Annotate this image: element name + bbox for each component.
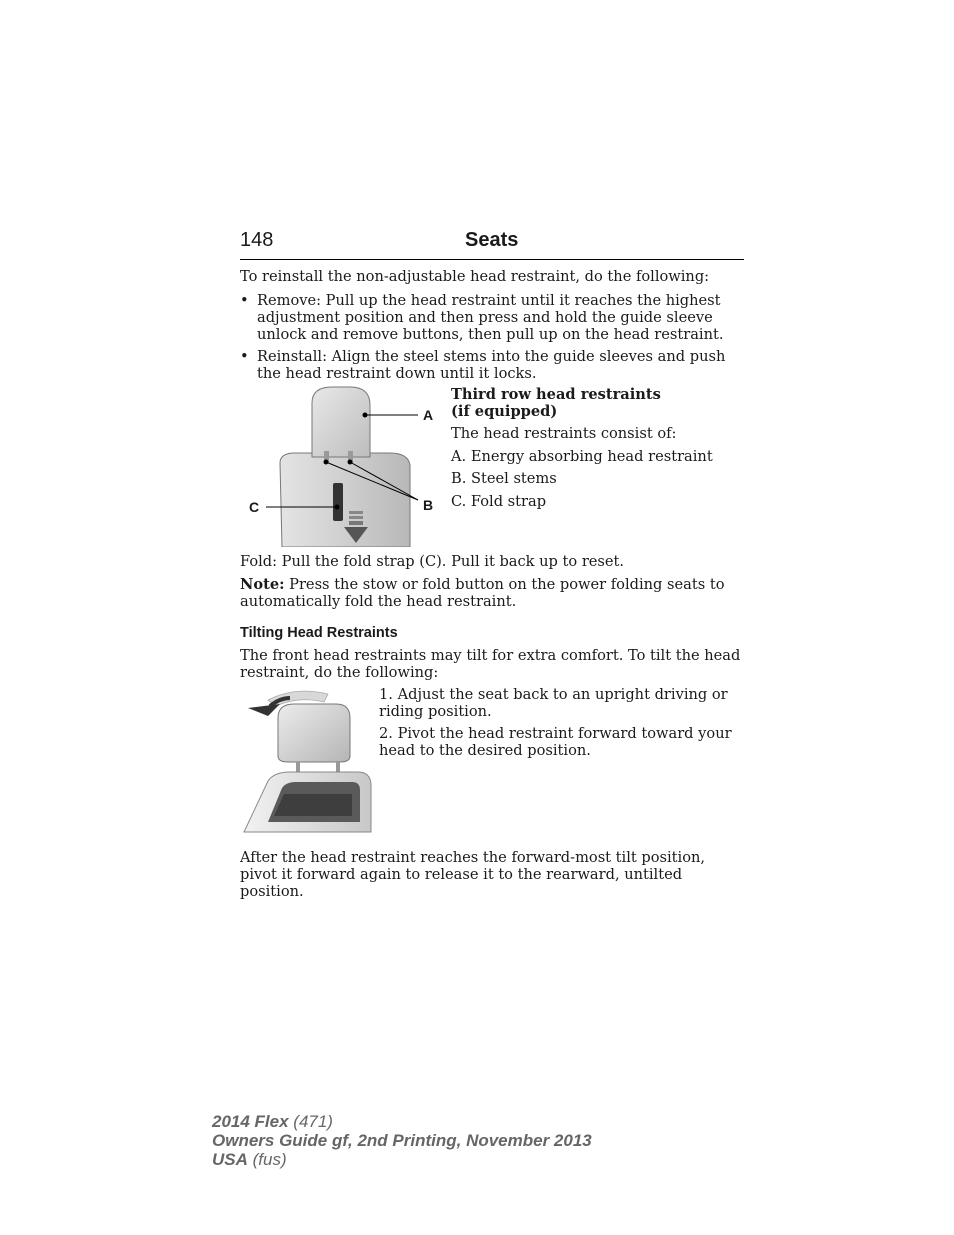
tilt-step-1: 1. Adjust the seat back to an upright driving or riding position. — [379, 686, 728, 720]
page-number: 148 — [240, 229, 274, 251]
heading-line-2: (if equipped) — [451, 403, 558, 420]
consist-text: The head restraints consist of: — [451, 425, 677, 442]
document-footer — [212, 1112, 592, 1169]
note-paragraph — [240, 576, 745, 610]
callout-label-c: C — [249, 499, 260, 515]
bullet-text-reinstall: Reinstall: Align the steel stems into the guide sleeves and push the head restraint down until it locks. — [257, 348, 726, 382]
tilt-step-2: 2. Pivot the head restraint forward toward your head to the desired position. — [379, 725, 732, 759]
seat-back-illustration — [240, 385, 440, 547]
component-item-b: B. Steel stems — [451, 470, 557, 487]
footer-market-code: (fus) — [247, 1150, 287, 1169]
tilting-after-paragraph: After the head restraint reaches the forward-most tilt position, pivot it forward again to release it to the rearward, untilted position. — [240, 849, 706, 900]
note-label: Note: — [240, 576, 285, 593]
callout-label-b: B — [423, 497, 434, 513]
footer-guide: Owners Guide gf, 2nd Printing, November 2013 — [212, 1131, 592, 1150]
intro-paragraph: To reinstall the non-adjustable head restraint, do the following: — [240, 268, 710, 285]
third-row-head-restraint-figure — [240, 385, 440, 547]
tilting-head-restraint-figure — [240, 686, 375, 834]
list-item: • Remove: Pull up the head restraint until it reaches the highest adjustment position and then press and hold the guide sleeve unlock and remove buttons, then pull up on the head restraint. — [240, 292, 745, 343]
component-item-a: A. Energy absorbing head restraint — [451, 448, 713, 465]
footer-model-code: (471) — [288, 1112, 333, 1131]
fold-paragraph: Fold: Pull the fold strap (C). Pull it back up to reset. — [240, 553, 625, 570]
footer-market: USA — [212, 1150, 248, 1169]
callout-label-a: A — [423, 407, 434, 423]
footer-model-line — [212, 1112, 592, 1131]
heading-line-1: Third row head restraints — [451, 386, 661, 403]
third-row-heading — [451, 386, 745, 420]
header-rule — [240, 259, 744, 260]
bullet-list — [240, 292, 745, 382]
bullet-text-remove: Remove: Pull up the head restraint until it reaches the highest adjustment position and then press and hold the guide sleeve unlock and remove buttons, then pull up on the head restraint. — [257, 292, 724, 343]
tilt-illustration — [240, 686, 375, 834]
list-item: • Reinstall: Align the steel stems into the guide sleeves and push the head restraint down until it locks. — [240, 348, 745, 382]
tilting-intro: The front head restraints may tilt for extra comfort. To tilt the head restraint, do the following: — [240, 647, 741, 681]
note-text: Press the stow or fold button on the power folding seats to automatically fold the head restraint. — [240, 576, 725, 610]
footer-model: 2014 Flex — [212, 1112, 289, 1131]
component-item-c: C. Fold strap — [451, 493, 547, 510]
page-title: Seats — [465, 229, 519, 251]
footer-market-line — [212, 1150, 592, 1169]
section-heading-tilting: Tilting Head Restraints — [240, 625, 398, 641]
